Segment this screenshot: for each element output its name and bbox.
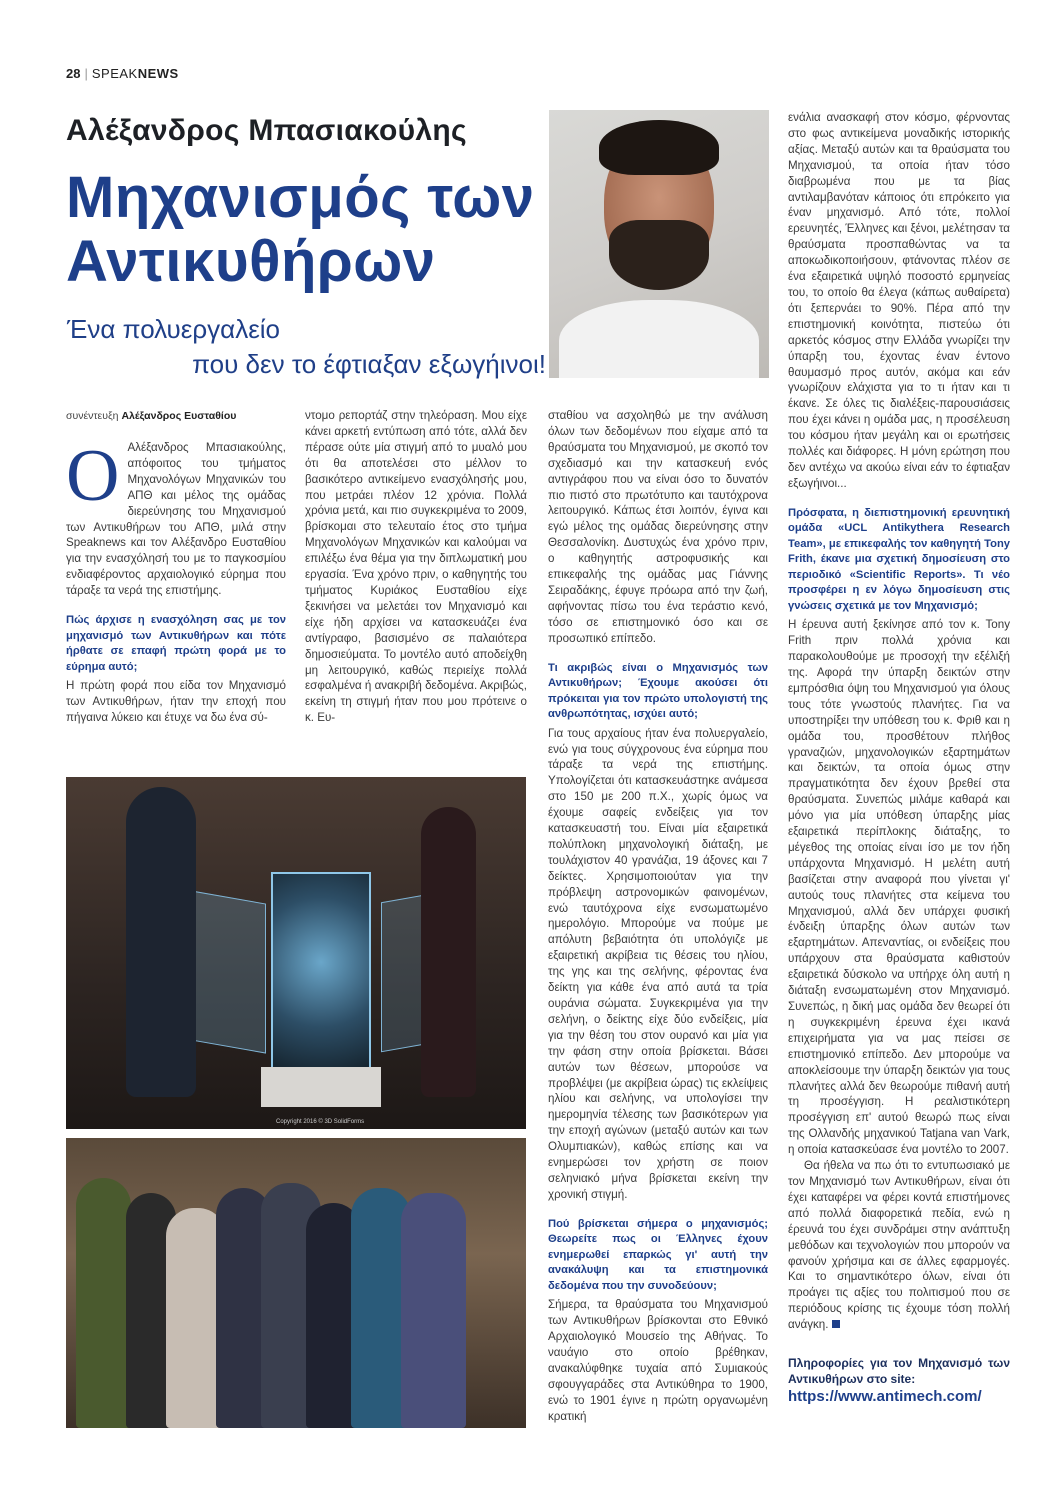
question-4: Πρόσφατα, η διεπιστημονική ερευνητική ομάδα «UCL Antikythera Research Team», με επικεφαλής τον καθηγητή Tony Frith, έκανε μια σχετική δημοσίευση στο περιοδικό «Scientific Reports». Τι νέο προσφέρει η εν λόγω δημοσίευση στις γνώσεις σχετικά με τον Μηχανισμό;: [788, 506, 1010, 612]
standing-woman: [421, 807, 476, 1097]
drop-cap: Ο: [66, 435, 120, 517]
team-member: [401, 1193, 466, 1428]
answer-1: Η πρώτη φορά που είδα τον Μηχανισμό των Αντικυθήρων, ήταν την εποχή που πήγαινα λύκειο και έτυχε να δω ένα σύ-: [66, 679, 286, 724]
brand-speak: SPEAK: [91, 66, 138, 81]
display-pedestal: [261, 1067, 381, 1107]
mechanism-replica-display: [271, 872, 371, 1072]
column-2-text: ντομο ρεπορτάζ στην τηλεόραση. Μου είχε κάνει αρκετή εντύπωση από τότε, αλλά δεν πέρασε ούτε μία στιγμή από το μυαλό μου ότι θα αποτελέσει στο μέλλον το βασικότερο αντικείμενο ενασχόλησής μου, που μετράει πλέον 12 χρόνια. Πολλά χρόνια μετά, και πιο συγκεκριμένα το 2009, βρίσκομαι στο τελευταίο έτος στο τμήμα Μηχανολόγων Μηχανικών και καλούμαι να επιλέξω ένα θέμα για την διπλωματική μου εργασία. Ένα χρόνο πριν, ο καθηγητής του τμήματος Κυριάκος Ευσταθίου είχε ξεκινήσει να μελετάει τον Μηχανισμό και είχε ήδη αρχίσει να κατασκευάζει ένα αντίγραφο, βασισμένο σε παλαιότερα δημοσιεύματα. Το μοντέλο αυτό αποδείχθη μη λειτουργικό, καθώς περιείχε πολλά εσφαλμένα ή ανακριβή δεδομένα. Ακριβώς, εκείνη τη στιγμή ήταν που μου πρότεινε ο κ. Ευ-: [305, 409, 527, 725]
article-subtitle: [66, 312, 546, 382]
info-label: Πληροφορίες για τον Μηχανισμό των Αντικυθήρων στο site:: [788, 1356, 1010, 1387]
column-1: [66, 435, 286, 726]
question-3: Πού βρίσκεται σήμερα ο μηχανισμός; Θεωρείτε πως οι Έλληνες έχουν ενημερωθεί επαρκώς γι' αυτή την ανακάλυψη και τα επιστημονικά δεδομένα που την συνοδεύουν;: [548, 1217, 768, 1292]
column-3-text: σταθίου να ασχοληθώ με την ανάλυση όλων των δεδομένων που είχαμε από τα θραύσματα του Μηχανισμού, με σκοπό τον σχεδιασμό και την κατασκευή ενός αντιγράφου που να είναι όσο το δυνατόν πιο πιστό στο πρωτότυπο και ταυτόχρονα λειτουργικό. Κάπως έτσι λοιπόν, έγινα και εγώ μέλος της ομάδας διερεύνησης στην Θεσσαλονίκη. Δυστυχώς ένα χρόνο πριν, ο καθηγητής αστροφυσικής και επικεφαλής της ομάδας μας Γιάννης Σειραδάκης, έφυγε πρόωρα από την ζωή, αφήνοντας πίσω του ένα τεράστιο κενό, τόσο σε επιστημονικό όσο και σε προσωπικό επίπεδο.: [548, 409, 768, 645]
header-separator: |: [84, 66, 88, 81]
question-2: Τι ακριβώς είναι ο Μηχανισμός των Αντικυθήρων; Έχουμε ακούσει ότι πρόκειται για τον πρώτο υπολογιστή της ανθρωπότητας, ισχύει αυτό;: [548, 661, 768, 721]
closing-text: Θα ήθελα να πω ότι το εντυπωσιακό με τον Μηχανισμό των Αντικυθήρων, είναι ότι έχει καταφέρει να φέρει κοντά επιστήμονες από πολλά διαφορετικά πεδία, ενώ η έρευνά του έχει συνδράμει στην ανάπτυξη μεθόδων και τεχνολογιών που μπορούν να φανούν χρήσιμα και σε άλλες εφαρμογές. Και το σημαντικότερο όλων, είναι ότι προάγει τις αξίες του πολιτισμού που σε περιόδους κρίσης τις έχουμε τόση πολλή ανάγκη.: [788, 1159, 1010, 1332]
article-title: [66, 166, 534, 294]
standing-man: [126, 787, 196, 1097]
brand-news: NEWS: [137, 66, 179, 81]
byline-label: συνέντευξη: [66, 410, 119, 422]
portrait-hair: [599, 120, 719, 175]
page-number: 28: [66, 66, 81, 81]
portrait-shirt: [559, 300, 759, 378]
column-2: [305, 408, 527, 726]
answer-2: Για τους αρχαίους ήταν ένα πολυεργαλείο, ενώ για τους σύγχρονους ένα εύρημα που τάραξε τα νερά της επιστήμης. Υπολογίζεται ότι κατασκευάστηκε ανάμεσα στο 150 με 200 π.Χ., χωρίς όμως να έχουμε σαφείς ενδείξεις για τον κατασκευαστή του. Είναι μία εξαιρετικά πολύπλοκη μηχανολογική διάταξη, με τουλάχιστον 40 γρανάζια, 19 άξονες και 7 δείκτες. Χρησιμοποιούταν για την πρόβλεψη αστρονομικών φαινομένων, ενώ ταυτόχρονα είχε ενσωματωμένο ημερολόγιο. Μπορούμε να πούμε με απόλυτη βεβαιότητα ότι υπολόγιζε με εξαιρετική ακρίβεια τις θέσεις του ηλίου, της γης και της σελήνης, φέροντας ένα δείκτη για κάθε ένα από αυτά τα τρία ουράνια σώματα. Συγκεκριμένα για την σελήνη, ο δείκτης είχε δύο ενδείξεις, μία για την θέση του στον ουρανό και μία για την φάση στην οποία βρίσκεται. Βάσει αυτών των θέσεων, μπορούσε να προβλέψει (με ακρίβεια ώρας) τις εκλείψεις ηλίου και σελήνης, να υπολογίσει την ημερομηνία τέλεσης των βασικότερων για την εποχή αγώνων (μεταξύ αυτών και των Ολυμπιακών), καθώς επίσης και να ενημερώσει τον χρήστη σε ποιον σεληνιακό μήνα βρίσκεται εκείνη την χρονική στιγμή.: [548, 726, 768, 1201]
byline-name: Αλέξανδρος Ευσταθίου: [121, 410, 237, 422]
page-header: [66, 66, 179, 81]
title-line-2: Αντικυθήρων: [66, 228, 436, 294]
question-1: Πώς άρχισε η ενασχόληση σας με τον μηχανισμό των Αντικυθήρων και πότε ήρθατε σε επαφή πρώτη φορά με το εύρημα αυτό;: [66, 614, 286, 673]
mechanism-exhibit-photo: [66, 777, 526, 1129]
subtitle-line-1: Ένα πολυεργαλείο: [67, 314, 281, 344]
website-link[interactable]: https://www.antimech.com/: [788, 1388, 982, 1406]
column-4: [788, 110, 1010, 1405]
byline: [66, 410, 236, 422]
column-3: [548, 408, 768, 1425]
portrait-beard: [609, 220, 709, 290]
glass-panel-left: [191, 890, 266, 1053]
portrait-photo: [549, 110, 769, 378]
subtitle-line-2: που δεν το έφτιαξαν εξωγήινοι!: [192, 349, 546, 380]
research-team-photo: [66, 1138, 526, 1428]
square-icon: [832, 1320, 840, 1328]
answer-3: Σήμερα, τα θραύσματα του Μηχανισμού των Αντικυθήρων βρίσκονται στο Εθνικό Αρχαιολογικό Μουσείο της Αθήνας. Το ναυάγιο στο οποίο βρέθηκαν, ανακαλύφθηκε τυχαία από Συμιακούς σφουγγαράδες στα Αντικύθηρα το 1900, ενώ το 1901 έγινε η πρώτη οργανωμένη κρατική: [548, 1298, 768, 1423]
interviewee-name: Αλέξανδρος Μπασιακούλης: [66, 114, 467, 147]
title-line-1: Μηχανισμός των: [66, 165, 535, 230]
team-member: [76, 1178, 131, 1428]
intro-paragraph: Αλέξανδρος Μπασιακούλης, απόφοιτος του τμήματος Μηχανολόγων Μηχανικών του ΑΠΘ και μέλος της ομάδας διερεύνησης του Μηχανισμού των Αντικυθήρων του ΑΠΘ, μιλά στην Speaknews και τον Αλέξανδρο Ευσταθίου για την ενασχόλησή του με το παγκοσμίου ενδιαφέροντος αρχαιολογικό εύρημα που τάραξε τα νερά της επιστήμης.: [66, 441, 286, 598]
column-4-text: ενάλια ανασκαφή στον κόσμο, φέρνοντας στο φως αντικείμενα μοναδικής ιστορικής αξίας. Μεταξύ αυτών και τα θραύσματα του Μηχανισμού, τα οποία ήταν τόσο διαβρωμένα που με τα βίας αντιλαμβανόταν κάποιος ότι επρόκειτο για έναν μηχανισμό. Από τότε, πολλοί ερευνητές, Έλληνες και ξένοι, μελέτησαν τα θραύσματα προσπαθώντας να τα αποκωδικοποιήσουν, φτάνοντας πλέον σε ένα εξαιρετικά υψηλό ποσοστό ερμηνείας του, το οποίο θα έλεγα (κάπως αυθαίρετα) ότι ξεπερνάει το 90%. Πέρα από την επιστημονική κοινότητα, πιστεύω ότι αρκετός κόσμος στην Ελλάδα γνωρίζει την ύπαρξη του, έχοντας έναν έντονο θαυμασμό προς αυτόν, ακόμα και εάν γνωρίζουν ελάχιστα για το τι ήταν και τι έκανε. Σε όλες τις διαλέξεις-παρουσιάσεις που έχει κάνει η ομάδα μας, η προσέλευση του κόσμου ήταν μεγάλη και οι ερωτήσεις πολλές και διάφορες. Η μόνη ερώτηση που δεν αντέχω να ακούω είναι εάν το έφτιαξαν εξωγήινοι...: [788, 111, 1010, 490]
photo-copyright: Copyright 2016 © 3D SolidForms: [276, 1119, 365, 1125]
closing-paragraph: [788, 1158, 1010, 1333]
answer-4: Η έρευνα αυτή ξεκίνησε από τον κ. Tony Frith πριν πολλά χρόνια και παρακολουθούμε με προσοχή την εξέλιξή της. Αφορά την ύπαρξη δεικτών στην εμπρόσθια όψη του Μηχανισμού για όλους τους τότε γνωστούς πλανήτες. Για να υποστηρίξει την υπόθεση του κ. Φριθ και η ομάδα του, προσθέτουν πλήθος γραναζιών, μηχανολογικών εξαρτημάτων και δεικτών, τα οποία όμως στην πραγματικότητα δεν έχουν βρεθεί στα θραύσματα. Συνεπώς μιλάμε καθαρά και μόνο για μία υπόθεση ύπαρξης μίας εξαιρετικά περίπλοκης διάταξης, το μέγεθος της οποίας είναι ίσο με τον ήδη υπάρχοντα Μηχανισμό. Η μελέτη αυτή βασίζεται στην αναφορά που γίνεται γι' αυτούς τους πλανήτες στα κείμενα του Μηχανισμού, αλλά δεν υπάρχει φυσική ένδειξη ύπαρξης όλων αυτών των εξαρτημάτων. Απεναντίας, οι ενδείξεις που υπάρχουν στα θραύσματα καθιστούν εξαιρετικά δύσκολο να υπήρχε όλη αυτή η διάταξη ενσωματωμένη στον Μηχανισμό. Συνεπώς, η δική μας ομάδα δεν θεωρεί ότι η συγκεκριμένη έρευνα έχει ικανά επιχειρήματα για να μας πείσει σε επιστημονικό επίπεδο. Δεν μπορούμε να αποκλείσουμε την ύπαρξη δεικτών για τους πλανήτες αλλά δεν θεωρούμε πιθανή αυτή τη προσέγγιση. Η ρεαλιστικότερη προσέγγιση επ' αυτού θεωρώ πως είναι της Ολλανδής μηχανικού Tatjana van Vark, η οποία κατασκεύασε ένα μοντέλο το 2007.: [788, 618, 1010, 1157]
